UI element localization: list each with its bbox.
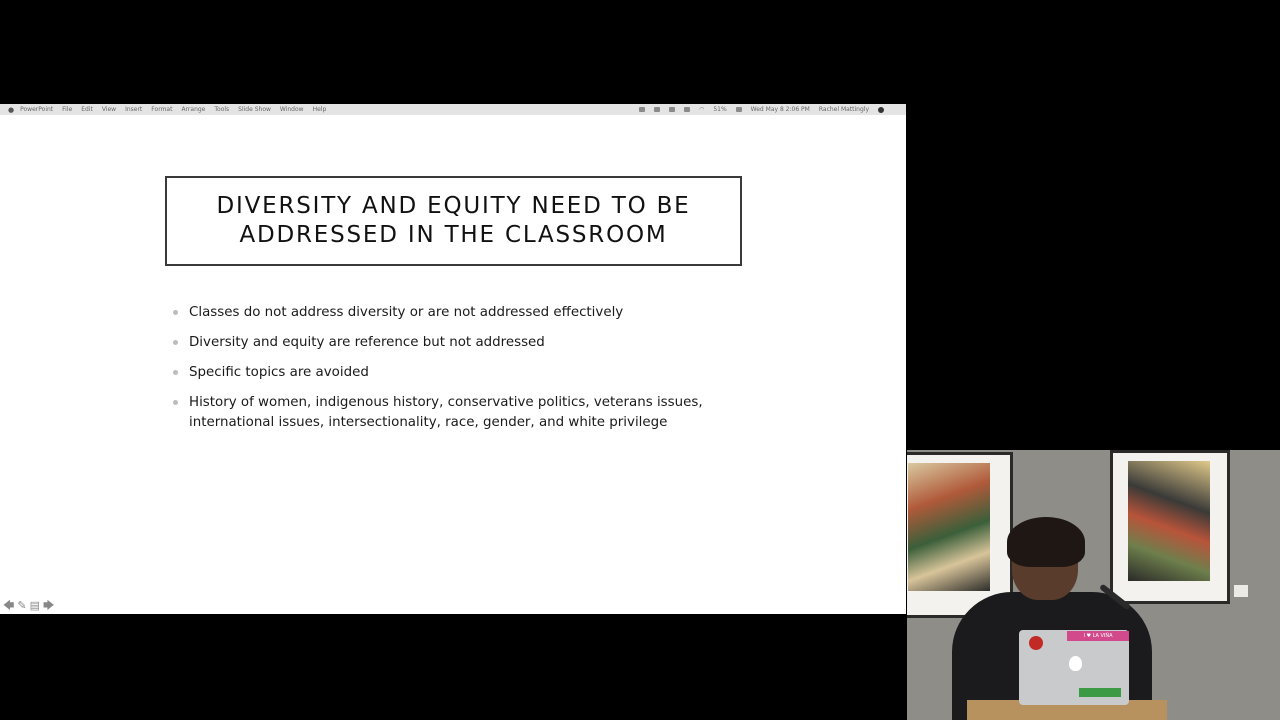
user-name[interactable]: Rachel Mattingly (818, 106, 869, 113)
bullet-item (172, 363, 732, 383)
bullet-text: Diversity and equity are reference but not addressed (189, 335, 545, 350)
menu-bar-status-area (630, 106, 906, 113)
menu-item-tools[interactable]: Tools (214, 106, 230, 113)
laptop-sticker (1079, 688, 1121, 697)
slide-menu-icon[interactable]: ▤ (29, 600, 40, 612)
bullet-dot-icon (173, 310, 178, 315)
slide-title-box (165, 176, 742, 266)
bullet-text: History of women, indigenous history, conservative politics, veterans issues, international issues, intersectionality, race, gender, and white privilege (189, 395, 703, 430)
bullet-text: Classes do not address diversity or are not addressed effectively (189, 305, 624, 320)
status-icon[interactable] (654, 107, 660, 112)
bullet-dot-icon (173, 400, 178, 405)
framed-artwork-right (1110, 450, 1230, 604)
status-icon[interactable] (684, 107, 690, 112)
menu-item-arrange[interactable]: Arrange (181, 106, 206, 113)
presentation-slide (0, 115, 906, 614)
slideshow-controls (3, 600, 54, 612)
menu-item-view[interactable]: View (101, 106, 117, 113)
laptop-sticker-text: I ♥ LA VIÑA (1083, 633, 1113, 639)
bullet-item (172, 333, 732, 353)
slide-title-line: ADDRESSED IN THE CLASSROOM (239, 222, 668, 248)
next-slide-icon[interactable]: 🡆 (43, 600, 55, 612)
menu-item-file[interactable]: File (62, 106, 73, 113)
menu-item-format[interactable]: Format (151, 106, 173, 113)
menu-item-slide-show[interactable]: Slide Show (238, 106, 271, 113)
bullet-item (172, 393, 732, 433)
pen-tool-icon[interactable]: ✎ (17, 600, 27, 612)
speaker-video-inset (907, 450, 1280, 720)
apple-menu-icon[interactable]: ● (8, 105, 15, 114)
slide-title-line: DIVERSITY AND EQUITY NEED TO BE (216, 193, 691, 219)
apple-logo-icon (1069, 656, 1082, 671)
artwork-image (1128, 461, 1210, 581)
bullet-dot-icon (173, 370, 178, 375)
artwork-image (908, 463, 990, 591)
flag-icon[interactable] (736, 107, 742, 112)
menu-item-window[interactable]: Window (279, 106, 304, 113)
menu-item-help[interactable]: Help (312, 106, 327, 113)
status-icon[interactable] (669, 107, 675, 112)
previous-slide-icon[interactable]: 🡄 (3, 600, 15, 612)
battery-percent[interactable]: 51% (713, 106, 727, 113)
menu-item-edit[interactable]: Edit (81, 106, 93, 113)
menu-item-insert[interactable]: Insert (125, 106, 143, 113)
speaker-hair (1007, 517, 1085, 567)
wall-label (1234, 585, 1248, 597)
clock[interactable]: Wed May 8 2:06 PM (750, 106, 810, 113)
siri-icon[interactable] (878, 107, 884, 113)
wifi-icon[interactable]: ◠ (699, 106, 705, 113)
bullet-dot-icon (173, 340, 178, 345)
bullet-item (172, 303, 732, 323)
menu-item-app[interactable]: PowerPoint (20, 106, 54, 113)
bullet-list (172, 303, 732, 443)
laptop-sticker (1029, 636, 1043, 650)
status-icon[interactable] (639, 107, 645, 112)
bullet-text: Specific topics are avoided (189, 365, 369, 380)
